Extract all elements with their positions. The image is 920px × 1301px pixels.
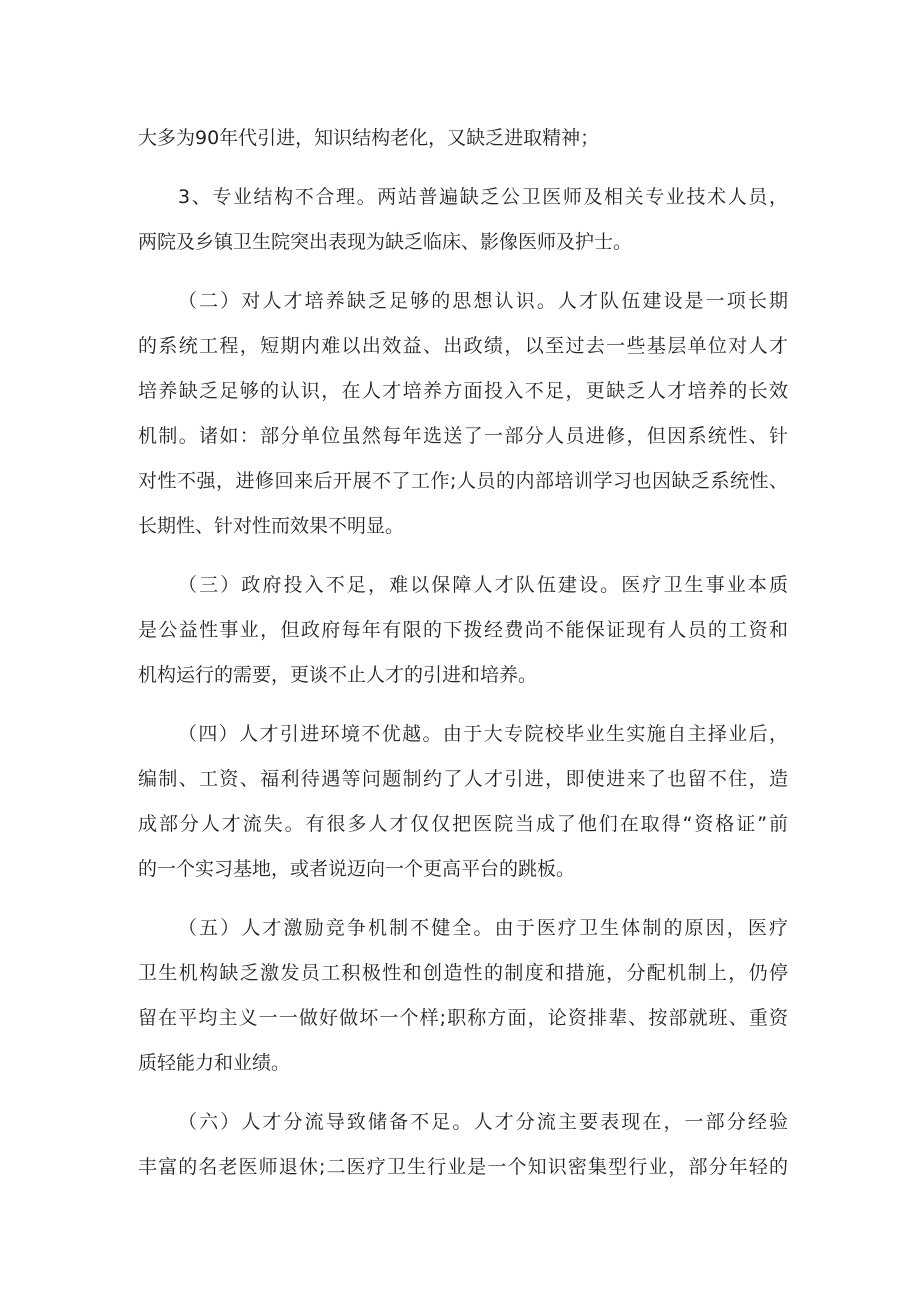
text-line: 培养缺乏足够的认识，在人才培养方面投入不足，更缺乏人才培养的长效 xyxy=(138,380,788,402)
paragraph xyxy=(138,175,788,265)
text-line: （三）政府投入不足，难以保障人才队伍建设。医疗卫生事业本质 xyxy=(178,574,788,596)
text-line: 留在平均主义一一做好做坏一个样;职称方面，论资排辈、按部就班、重资 xyxy=(138,1007,788,1029)
text-line: 编制、工资、福利待遇等问题制约了人才引进，即使进来了也留不住，造 xyxy=(138,768,788,790)
text-line: 质轻能力和业绩。 xyxy=(138,1052,291,1074)
text-line: （二）对人才培养缺乏足够的思想认识。人才队伍建设是一项长期 xyxy=(178,290,788,312)
text-line: 机制。诸如：部分单位虽然每年选送了一部分人员进修，但因系统性、针 xyxy=(138,425,788,447)
text-line: （四）人才引进环境不优越。由于大专院校毕业生实施自主择业后， xyxy=(178,723,788,745)
text-line: 成部分人才流失。有很多人才仅仅把医院当成了他们在取得“资格证”前 xyxy=(138,813,788,835)
paragraph xyxy=(138,279,788,549)
document-body xyxy=(138,116,788,1190)
text-line: （六）人才分流导致储备不足。人才分流主要表现在，一部分经验 xyxy=(178,1111,788,1133)
paragraph xyxy=(138,116,788,161)
text-line: 长期性、针对性而效果不明显。 xyxy=(138,515,405,537)
text-line: 3、专业结构不合理。两站普遍缺乏公卫医师及相关专业技术人员， xyxy=(178,186,788,208)
text-line: 的一个实习基地，或者说迈向一个更高平台的跳板。 xyxy=(138,858,576,880)
paragraph xyxy=(138,906,788,1086)
text-line: 对性不强，进修回来后开展不了工作;人员的内部培训学习也因缺乏系统性、 xyxy=(138,470,788,492)
text-line: 的系统工程，短期内难以出效益、出政绩，以至过去一些基层单位对人才 xyxy=(138,335,788,357)
paragraph xyxy=(138,563,788,698)
text-line: 两院及乡镇卫生院突出表现为缺乏临床、影像医师及护士。 xyxy=(138,231,633,253)
text-line: 卫生机构缺乏激发员工积极性和创造性的制度和措施，分配机制上，仍停 xyxy=(138,962,788,984)
text-line: 丰富的名老医师退休;二医疗卫生行业是一个知识密集型行业，部分年轻的 xyxy=(138,1156,788,1178)
paragraph xyxy=(138,712,788,892)
text-line: 是公益性事业，但政府每年有限的下拨经费尚不能保证现有人员的工资和 xyxy=(138,619,788,641)
text-line: （五）人才激励竞争机制不健全。由于医疗卫生体制的原因，医疗 xyxy=(178,917,788,939)
paragraph xyxy=(138,1100,788,1190)
text-line: 机构运行的需要，更谈不止人才的引进和培养。 xyxy=(138,664,538,686)
text-line: 大多为90年代引进，知识结构老化，又缺乏进取精神； xyxy=(138,127,600,149)
